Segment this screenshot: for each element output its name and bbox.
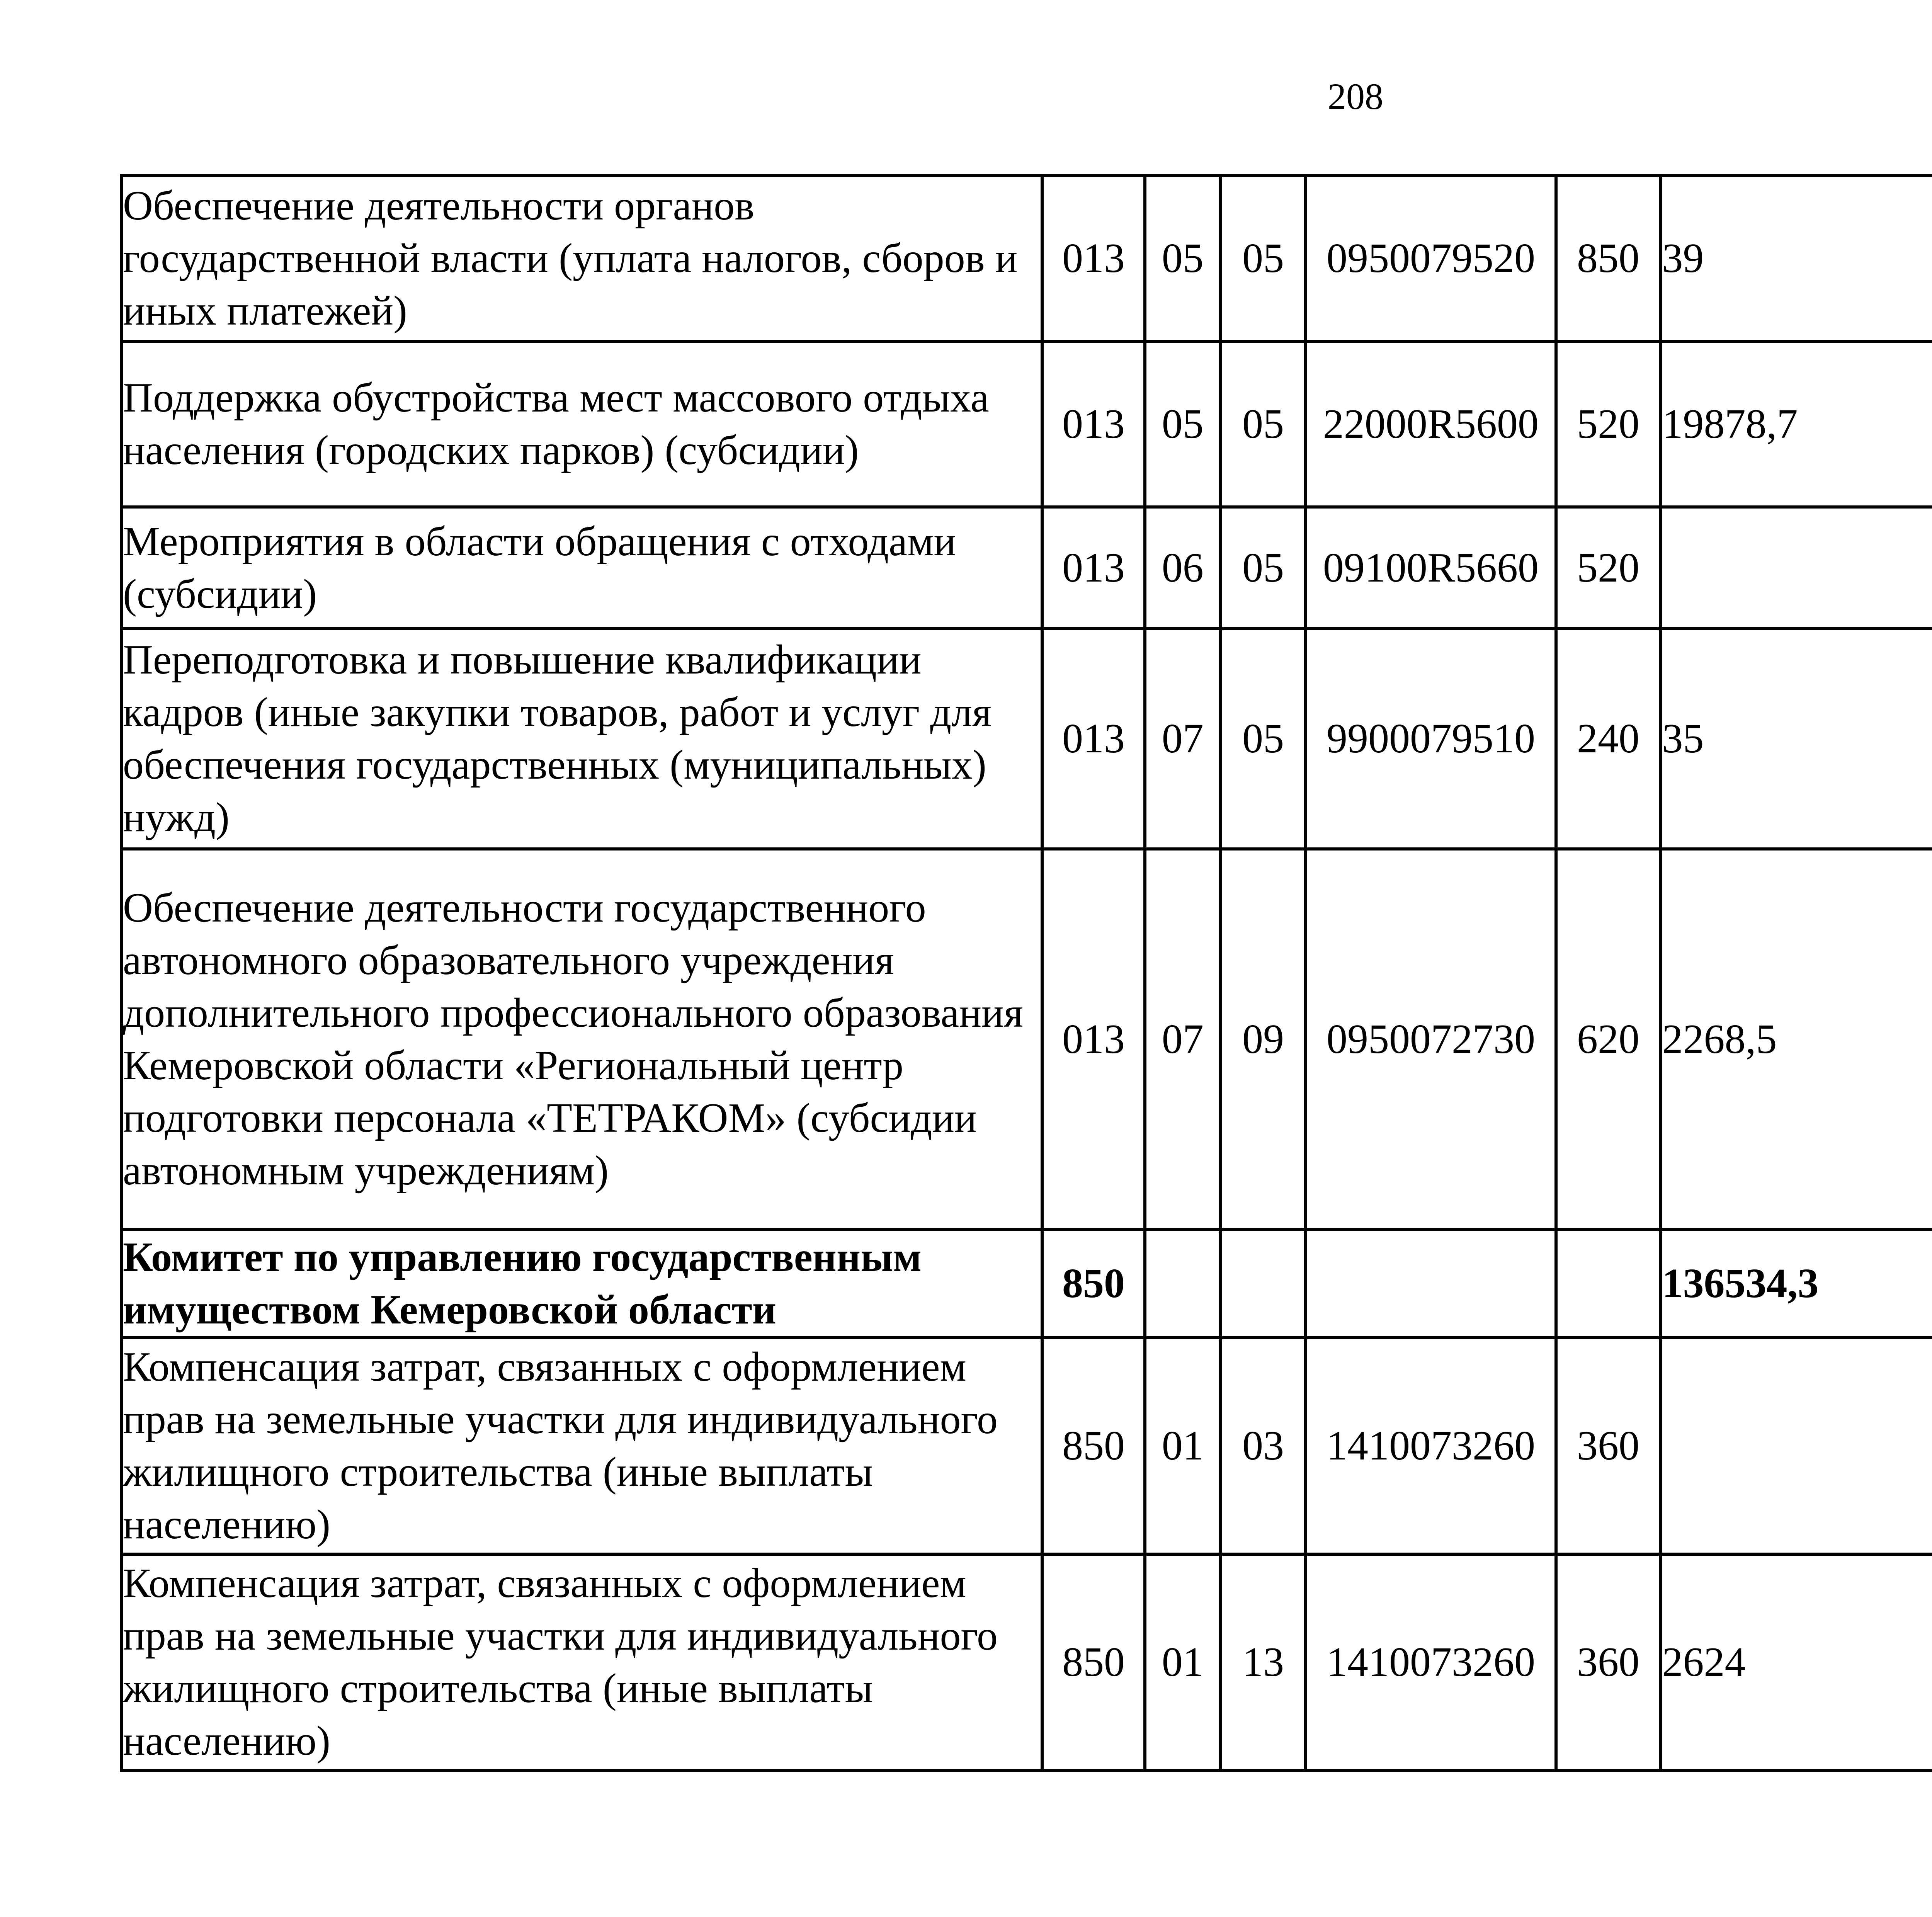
table-row-subtotal <box>121 1230 1932 1338</box>
item-name-cell: Комитет по управлению государственным имуществом Кемеровской области <box>121 1230 1042 1338</box>
expense-type-code-cell: 520 <box>1556 507 1661 629</box>
subsection-code-cell: 13 <box>1221 1554 1306 1771</box>
table-row <box>121 1338 1932 1554</box>
item-name-cell: Переподготовка и повышение квалификации кадров (иные закупки товаров, работ и услуг для обеспечения государственных (муниципальных) нужд) <box>121 629 1042 849</box>
amount-year-1-cell: 2624 <box>1660 1554 1932 1771</box>
subsection-code-cell: 05 <box>1221 175 1306 342</box>
subsection-code-cell: 05 <box>1221 629 1306 849</box>
item-name-cell: Обеспечение деятельности органов государственной власти (уплата налогов, сборов и иных платежей) <box>121 175 1042 342</box>
section-code-cell: 07 <box>1145 849 1221 1230</box>
table-row <box>121 507 1932 629</box>
expense-type-code-cell: 520 <box>1556 342 1661 507</box>
expense-type-code-cell: 360 <box>1556 1554 1661 1771</box>
amount-year-1-cell: 35 <box>1660 629 1932 849</box>
target-article-code-cell: 0950079520 <box>1306 175 1556 342</box>
ved-code-cell: 850 <box>1042 1554 1145 1771</box>
target-article-code-cell: 1410073260 <box>1306 1338 1556 1554</box>
target-article-code-cell <box>1306 1230 1556 1338</box>
subsection-code-cell: 05 <box>1221 342 1306 507</box>
item-name-cell: Компенсация затрат, связанных с оформлением прав на земельные участки для индивидуального жилищного строительства (иные выплаты населению) <box>121 1338 1042 1554</box>
amount-year-1-cell <box>1660 1338 1932 1554</box>
page-number: 208 <box>1328 76 1383 117</box>
table-row <box>121 1554 1932 1771</box>
amount-year-1-cell: 136534,3 <box>1660 1230 1932 1338</box>
budget-table <box>120 174 1932 1772</box>
amount-year-1-cell: 39 <box>1660 175 1932 342</box>
amount-year-1-cell <box>1660 507 1932 629</box>
ved-code-cell: 013 <box>1042 175 1145 342</box>
subsection-code-cell: 05 <box>1221 507 1306 629</box>
expense-type-code-cell: 620 <box>1556 849 1661 1230</box>
table-row <box>121 175 1932 342</box>
ved-code-cell: 850 <box>1042 1338 1145 1554</box>
item-name-cell: Мероприятия в области обращения с отходами (субсидии) <box>121 507 1042 629</box>
section-code-cell <box>1145 1230 1221 1338</box>
expense-type-code-cell: 850 <box>1556 175 1661 342</box>
table-body <box>121 175 1932 1771</box>
amount-year-1-cell: 2268,5 <box>1660 849 1932 1230</box>
expense-type-code-cell <box>1556 1230 1661 1338</box>
table-row <box>121 342 1932 507</box>
section-code-cell: 07 <box>1145 629 1221 849</box>
amount-year-1-cell: 19878,7 <box>1660 342 1932 507</box>
section-code-cell: 06 <box>1145 507 1221 629</box>
target-article-code-cell: 0950072730 <box>1306 849 1556 1230</box>
ved-code-cell: 850 <box>1042 1230 1145 1338</box>
subsection-code-cell: 09 <box>1221 849 1306 1230</box>
expense-type-code-cell: 360 <box>1556 1338 1661 1554</box>
target-article-code-cell: 9900079510 <box>1306 629 1556 849</box>
item-name-cell: Компенсация затрат, связанных с оформлением прав на земельные участки для индивидуального жилищного строительства (иные выплаты населению) <box>121 1554 1042 1771</box>
target-article-code-cell: 09100R5660 <box>1306 507 1556 629</box>
target-article-code-cell: 1410073260 <box>1306 1554 1556 1771</box>
section-code-cell: 05 <box>1145 175 1221 342</box>
expense-type-code-cell: 240 <box>1556 629 1661 849</box>
ved-code-cell: 013 <box>1042 342 1145 507</box>
item-name-cell: Поддержка обустройства мест массового отдыха населения (городских парков) (субсидии) <box>121 342 1042 507</box>
subsection-code-cell <box>1221 1230 1306 1338</box>
table-row <box>121 629 1932 849</box>
section-code-cell: 05 <box>1145 342 1221 507</box>
section-code-cell: 01 <box>1145 1338 1221 1554</box>
item-name-cell: Обеспечение деятельности государственного автономного образовательного учреждения дополнительного профессионального образования Кемеровской области «Региональный центр подготовки персонала «ТЕТРАКОМ» (субсидии автономным учреждениям) <box>121 849 1042 1230</box>
ved-code-cell: 013 <box>1042 849 1145 1230</box>
ved-code-cell: 013 <box>1042 507 1145 629</box>
ved-code-cell: 013 <box>1042 629 1145 849</box>
subsection-code-cell: 03 <box>1221 1338 1306 1554</box>
target-article-code-cell: 22000R5600 <box>1306 342 1556 507</box>
table-row <box>121 849 1932 1230</box>
section-code-cell: 01 <box>1145 1554 1221 1771</box>
